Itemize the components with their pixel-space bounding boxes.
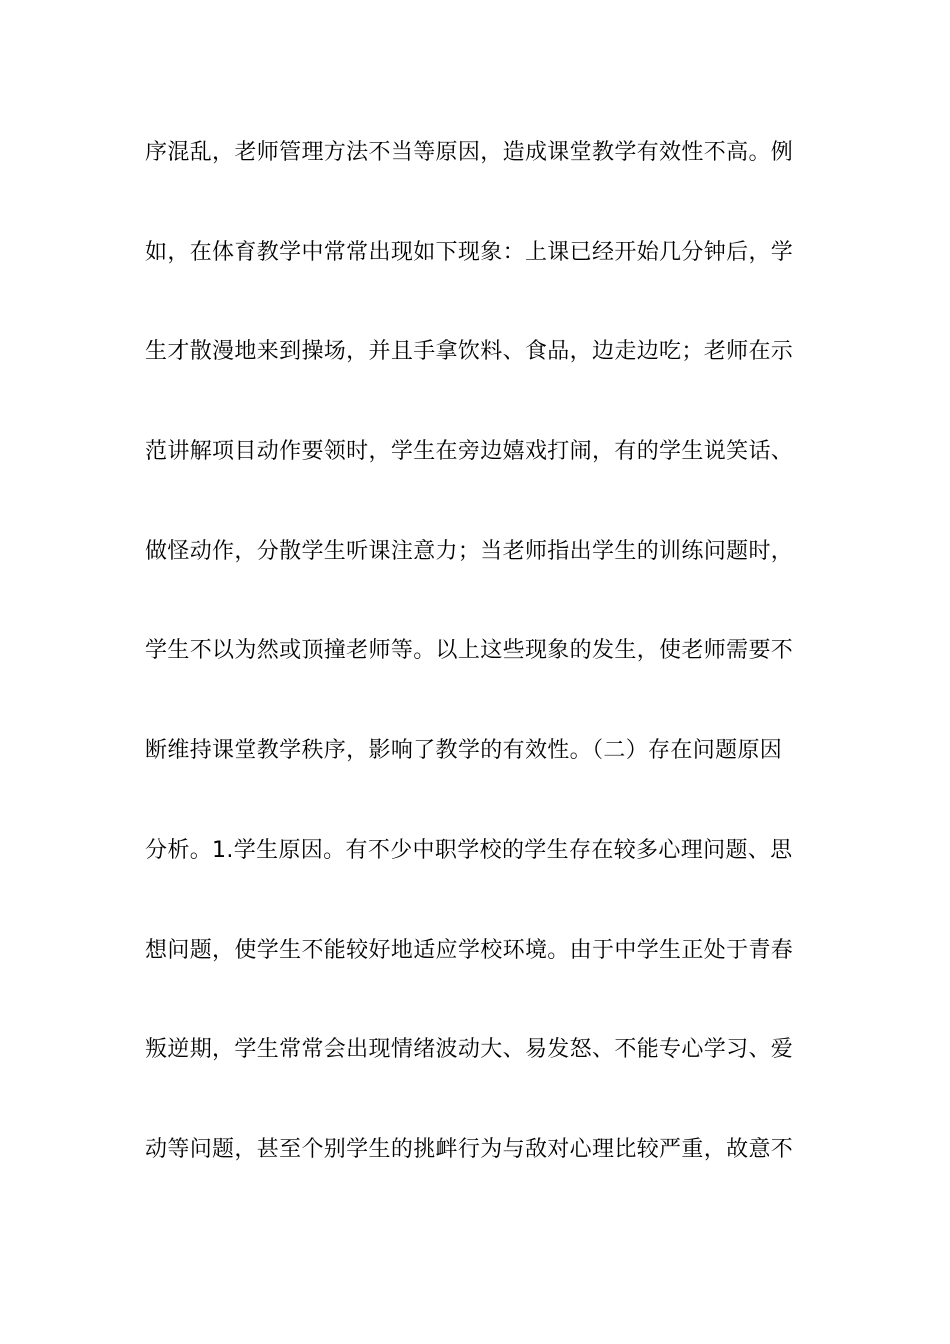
- text-line: 做怪动作，分散学生听课注意力；当老师指出学生的训练问题时，: [145, 538, 794, 564]
- text-line: 叛逆期，学生常常会出现情绪波动大、易发怒、不能专心学习、爱: [145, 1037, 794, 1063]
- text-line: 分析。1.学生原因。有不少中职学校的学生存在较多心理问题、思: [145, 837, 793, 863]
- body-text: [145, 133, 815, 1230]
- text-line: 序混乱，老师管理方法不当等原因，造成课堂教学有效性不高。例: [145, 140, 794, 165]
- text-line: 断维持课堂教学秩序，影响了教学的有效性。（二）存在问题原因: [145, 738, 783, 764]
- text-line: 学生不以为然或顶撞老师等。以上这些现象的发生，使老师需要不: [145, 638, 794, 664]
- text-line: 如，在体育教学中常常出现如下现象：上课已经开始几分钟后，学: [145, 239, 794, 265]
- text-line: 想问题，使学生不能较好地适应学校环境。由于中学生正处于青春: [145, 937, 794, 963]
- text-line: 动等问题，甚至个别学生的挑衅行为与敌对心理比较严重，故意不: [145, 1136, 794, 1162]
- text-line: 范讲解项目动作要领时，学生在旁边嬉戏打闹，有的学生说笑话、: [145, 439, 794, 465]
- text-line: 生才散漫地来到操场，并且手拿饮料、食品，边走边吃；老师在示: [145, 339, 794, 365]
